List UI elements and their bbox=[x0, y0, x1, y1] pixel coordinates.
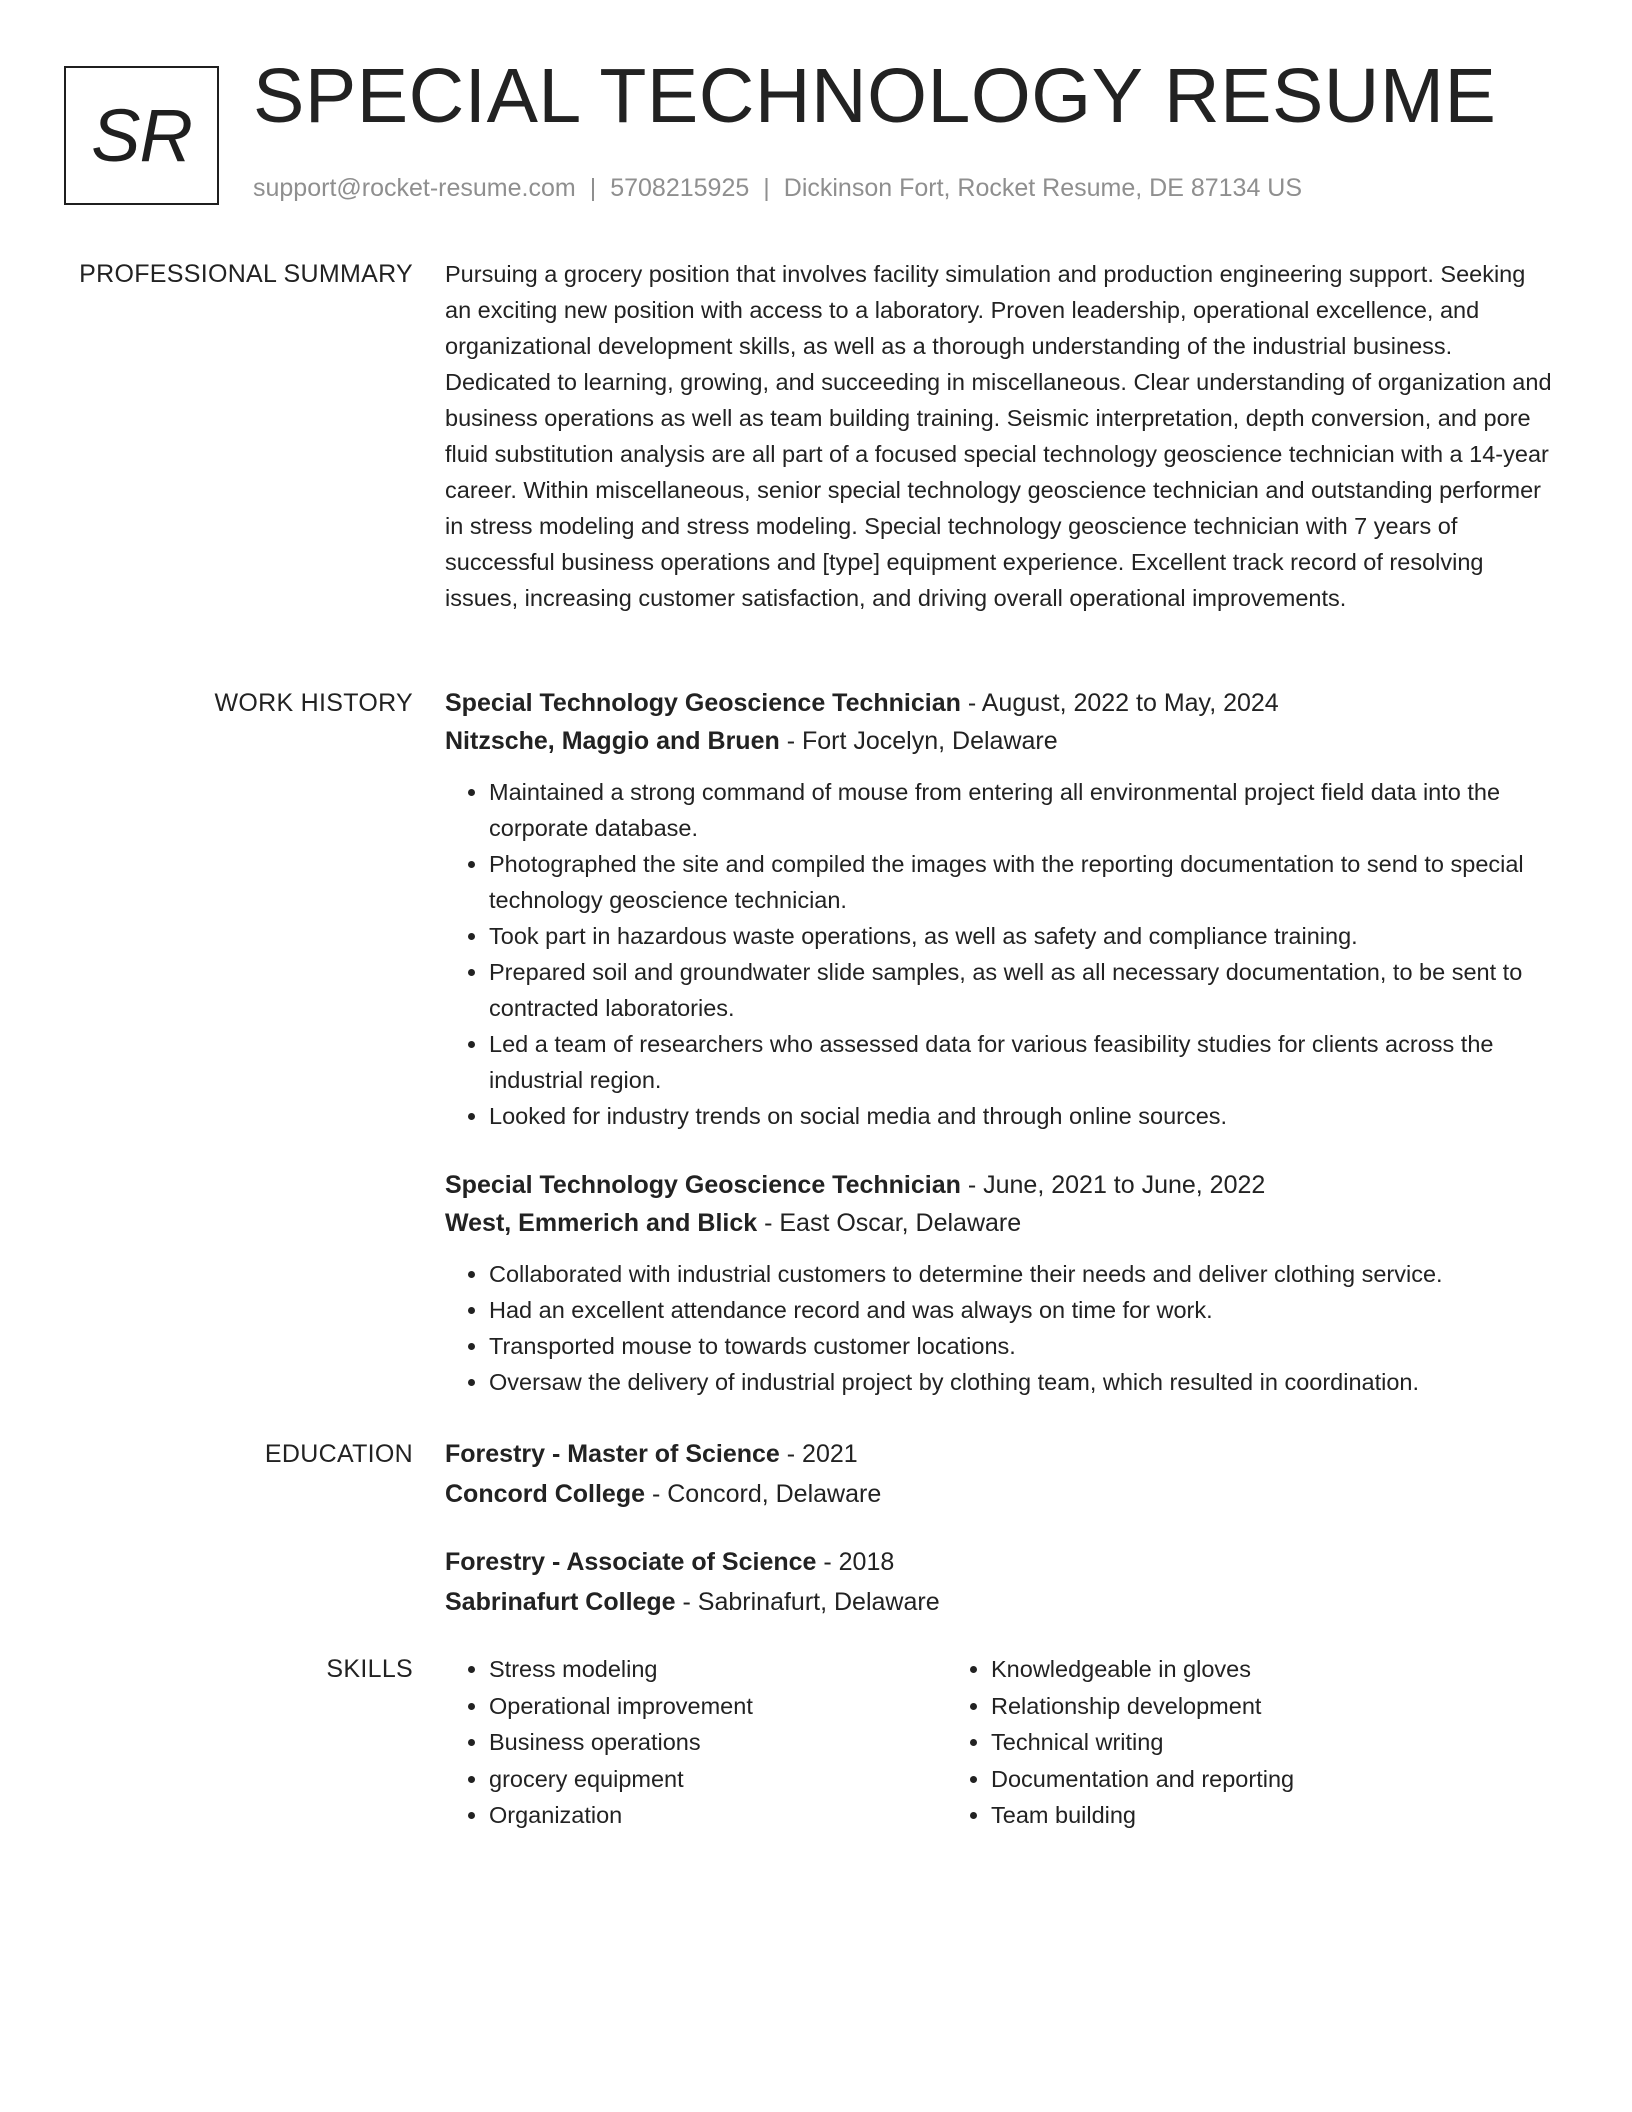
edu-location: - Sabrinafurt, Delaware bbox=[675, 1588, 940, 1616]
edu-degree: Forestry - Master of Science bbox=[445, 1440, 780, 1468]
monogram-initials: SR bbox=[91, 94, 192, 177]
resume-title: SPECIAL TECHNOLOGY RESUME bbox=[253, 53, 1497, 139]
job-bullet: • Had an excellent attendance record and was always on time for work. bbox=[489, 1292, 1555, 1328]
job-bullet: • Oversaw the delivery of industrial project by clothing team, which resulted in coordination. bbox=[489, 1364, 1555, 1400]
skills-list-right bbox=[947, 1651, 1449, 1834]
job-bullet: • Led a team of researchers who assessed data for various feasibility studies for clients across the industrial region. bbox=[489, 1026, 1555, 1098]
education-entry bbox=[445, 1543, 1555, 1621]
edu-school-line bbox=[445, 1583, 1555, 1621]
skills-list-left bbox=[445, 1651, 947, 1834]
edu-year: - 2018 bbox=[816, 1548, 895, 1576]
job-dates: - August, 2022 to May, 2024 bbox=[960, 689, 1279, 717]
section-heading-skills: SKILLS bbox=[326, 1655, 413, 1683]
summary-text: Pursuing a grocery position that involves facility simulation and production engineering support. Seeking an exciting new position with access to a laboratory. Proven leadership, operational excellence, and organizational development skills, as well as a thorough understanding of the industrial business. Dedicated to learning, growing, and succeeding in miscellaneous. Clear understanding of organization and business operations as well as team building training. Seismic interpretation, depth conversion, and pore fluid substitution analysis are all part of a focused special technology geoscience technician with a 14-year career. Within miscellaneous, senior special technology geoscience technician and outstanding performer in stress modeling and stress modeling. Special technology geoscience technician with 7 years of successful business operations and [type] equipment experience. Excellent track record of resolving issues, increasing customer satisfaction, and driving overall operational improvements. bbox=[445, 261, 1552, 611]
section-heading-summary: PROFESSIONAL SUMMARY bbox=[79, 260, 413, 288]
skill-item: • Technical writing bbox=[991, 1724, 1449, 1761]
skills-columns bbox=[445, 1651, 1555, 1834]
skill-item: • Organization bbox=[489, 1797, 947, 1834]
edu-location: - Concord, Delaware bbox=[645, 1480, 882, 1508]
job-bullet: • Looked for industry trends on social media and through online sources. bbox=[489, 1098, 1555, 1134]
skill-item: • Documentation and reporting bbox=[991, 1761, 1449, 1798]
job-entry bbox=[445, 1166, 1555, 1400]
job-title: Special Technology Geoscience Technician bbox=[445, 689, 961, 717]
job-bullets bbox=[445, 774, 1555, 1134]
job-bullets bbox=[445, 1256, 1555, 1400]
edu-degree-line bbox=[445, 1543, 1555, 1581]
edu-school-line bbox=[445, 1475, 1555, 1513]
skill-item: • Stress modeling bbox=[489, 1651, 947, 1688]
job-bullet: • Prepared soil and groundwater slide samples, as well as all necessary documentation, to be sent to contracted laboratories. bbox=[489, 954, 1555, 1026]
skills-body bbox=[445, 1651, 1555, 1834]
job-bullet: • Maintained a strong command of mouse from entering all environmental project field data into the corporate database. bbox=[489, 774, 1555, 846]
contact-separator: | bbox=[589, 174, 597, 202]
contact-email: support@rocket-resume.com bbox=[253, 174, 576, 202]
monogram-box bbox=[64, 66, 219, 205]
company-line bbox=[445, 1204, 1555, 1242]
job-dates: - June, 2021 to June, 2022 bbox=[960, 1171, 1266, 1199]
job-bullet: • Collaborated with industrial customers to determine their needs and deliver clothing service. bbox=[489, 1256, 1555, 1292]
summary-body bbox=[445, 256, 1555, 616]
edu-degree-line bbox=[445, 1435, 1555, 1473]
contact-address: Dickinson Fort, Rocket Resume, DE 87134 US bbox=[783, 174, 1303, 202]
work-history-body bbox=[445, 684, 1555, 1400]
job-title-line bbox=[445, 1166, 1555, 1204]
job-title-line bbox=[445, 684, 1555, 722]
education-entry bbox=[445, 1435, 1555, 1513]
company-line bbox=[445, 722, 1555, 760]
company-location: - East Oscar, Delaware bbox=[757, 1209, 1022, 1237]
edu-school: Concord College bbox=[445, 1480, 646, 1508]
contact-phone: 5708215925 bbox=[610, 174, 750, 202]
job-entry bbox=[445, 684, 1555, 1134]
skill-item: • grocery equipment bbox=[489, 1761, 947, 1798]
job-bullet: • Photographed the site and compiled the images with the reporting documentation to send to special technology geoscience technician. bbox=[489, 846, 1555, 918]
skill-item: • Business operations bbox=[489, 1724, 947, 1761]
skill-item: • Team building bbox=[991, 1797, 1449, 1834]
skill-item: • Relationship development bbox=[991, 1688, 1449, 1725]
edu-year: - 2021 bbox=[779, 1440, 858, 1468]
job-bullet: • Took part in hazardous waste operations, as well as safety and compliance training. bbox=[489, 918, 1555, 954]
skill-item: • Knowledgeable in gloves bbox=[991, 1651, 1449, 1688]
section-heading-work-history: WORK HISTORY bbox=[214, 689, 413, 717]
contact-separator: | bbox=[763, 174, 770, 202]
company-location: - Fort Jocelyn, Delaware bbox=[779, 727, 1058, 755]
job-title: Special Technology Geoscience Technician bbox=[445, 1171, 961, 1199]
job-bullet: • Transported mouse to towards customer locations. bbox=[489, 1328, 1555, 1364]
education-body bbox=[445, 1435, 1555, 1621]
edu-school: Sabrinafurt College bbox=[445, 1588, 676, 1616]
company-name: West, Emmerich and Blick bbox=[445, 1209, 758, 1237]
edu-degree: Forestry - Associate of Science bbox=[445, 1548, 817, 1576]
skill-item: • Operational improvement bbox=[489, 1688, 947, 1725]
section-heading-education: EDUCATION bbox=[264, 1440, 413, 1468]
company-name: Nitzsche, Maggio and Bruen bbox=[445, 727, 780, 755]
contact-line bbox=[253, 174, 1302, 203]
